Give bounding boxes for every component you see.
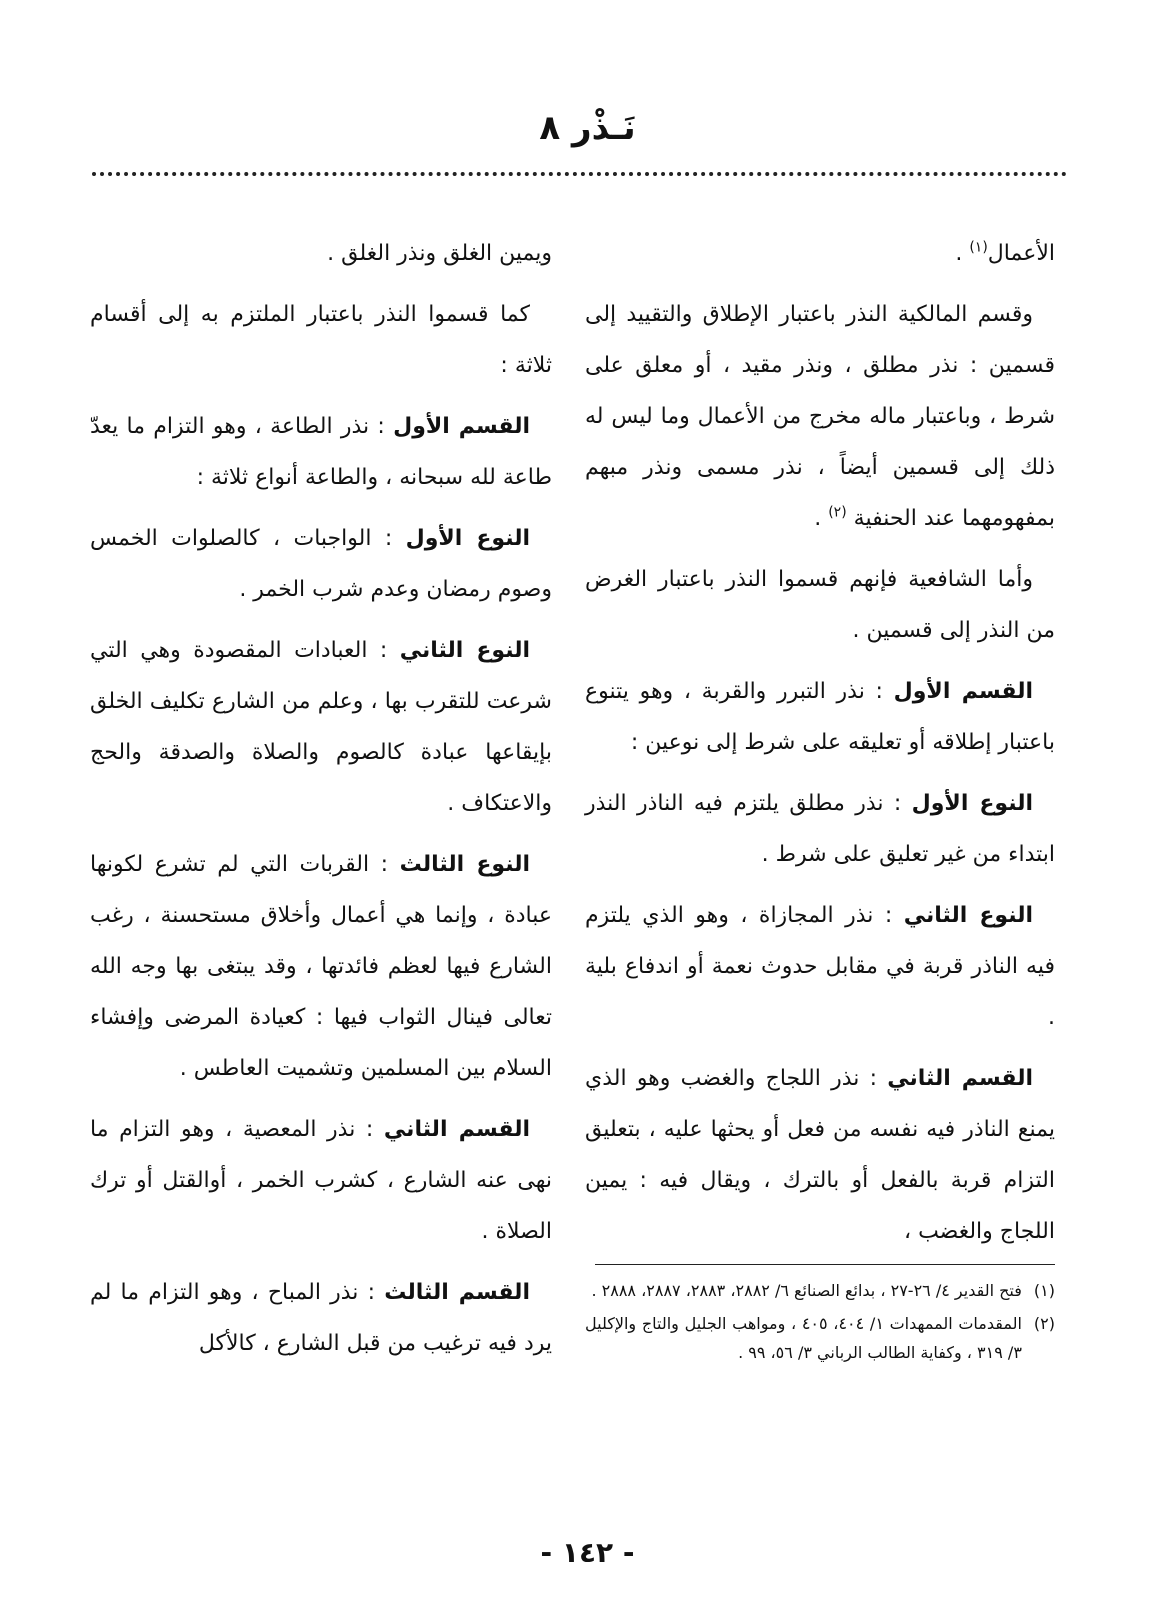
- paragraph: القسم الأول : نذر التبرر والقربة ، وهو يتنوع باعتبار إطلاقه أو تعليقه على شرط إلى نوعين :: [585, 679, 1055, 755]
- paragraph: وأما الشافعية فإنهم قسموا النذر باعتبار الغرض من النذر إلى قسمين .: [585, 567, 1055, 643]
- footnotes: [585, 1276, 1055, 1371]
- footnote-text: المقدمات الممهدات ١/ ٤٠٤، ٤٠٥ ، ومواهب الجليل والتاج والإكليل ٣/ ٣١٩ ، وكفاية الطالب الرباني ٣/ ٥٦، ٩٩ .: [585, 1314, 1022, 1362]
- paragraph: القسم الأول : نذر الطاعة ، وهو التزام ما يعدّ طاعة لله سبحانه ، والطاعة أنواع ثلاثة :: [90, 414, 552, 490]
- paragraph: القسم الثالث : نذر المباح ، وهو التزام ما لم يرد فيه ترغيب من قبل الشارع ، كالأكل: [90, 1280, 552, 1356]
- paragraph: وقسم المالكية النذر باعتبار الإطلاق والتقييد إلى قسمين : نذر مطلق ، ونذر مقيد ، أو معلق على شرط ، وباعتبار ماله مخرج من الأعمال وما ليس له ذلك إلى قسمين أيضاً ، نذر مسمى ونذر مبهم بمفهومهما عند الحنفية $^{(٢)}$ .: [585, 302, 1055, 531]
- paragraph: كما قسموا النذر باعتبار الملتزم به إلى أقسام ثلاثة :: [90, 302, 552, 378]
- paragraph: النوع الثالث : القربات التي لم تشرع لكونها عبادة ، وإنما هي أعمال وأخلاق مستحسنة ، رغب الشارع فيها لعظم فائدتها ، وقد يبتغى بها وجه الله تعالى فينال الثواب فيها : كعيادة المرضى وإفشاء السلام بين المسلمين وتشميت العاطس .: [90, 852, 552, 1081]
- right-column: [585, 228, 1055, 1267]
- section-heading: القسم الثاني: [887, 1066, 1034, 1091]
- page-header-title: نَـذْر ٨: [539, 108, 636, 148]
- footnote-divider: [595, 1264, 1055, 1265]
- footnote-number: (٢): [1033, 1314, 1055, 1333]
- paragraph: القسم الثاني : نذر المعصية ، وهو التزام ما نهى عنه الشارع ، كشرب الخمر ، أوالقتل أو ترك الصلاة .: [90, 1117, 552, 1244]
- section-heading: القسم الثاني: [383, 1117, 531, 1142]
- footnote-number: (١): [1033, 1281, 1055, 1300]
- paragraph: ويمين الغلق ونذر الغلق .: [327, 241, 552, 266]
- section-heading: النوع الثالث: [399, 852, 531, 877]
- section-heading: النوع الثاني: [903, 903, 1033, 928]
- footnote: [585, 1309, 1055, 1367]
- section-heading: النوع الأول: [911, 791, 1033, 816]
- section-heading: القسم الثالث: [384, 1280, 530, 1305]
- footnote: [585, 1276, 1055, 1305]
- section-heading: النوع الثاني: [399, 638, 530, 663]
- page-number: - ١٤٢ -: [540, 1536, 635, 1569]
- paragraph: القسم الثاني : نذر اللجاج والغضب وهو الذي يمنع الناذر فيه نفسه من فعل أو يحثها عليه ، بتعليق التزام قربة بالفعل أو بالترك ، ويقال فيه : يمين اللجاج والغضب ،: [585, 1066, 1055, 1244]
- left-column: [90, 228, 552, 1379]
- section-heading: القسم الأول: [893, 679, 1033, 704]
- paragraph: النوع الأول : الواجبات ، كالصلوات الخمس وصوم رمضان وعدم شرب الخمر .: [90, 526, 552, 602]
- section-heading: النوع الأول: [405, 526, 531, 551]
- paragraph: الأعمال$^{(١)}$ .: [955, 239, 1055, 266]
- section-heading: القسم الأول: [393, 414, 531, 439]
- footnote-text: فتح القدير ٤/ ٢٦-٢٧ ، بدائع الصنائع ٦/ ٢٨٨٢، ٢٨٨٣، ٢٨٨٧، ٢٨٨٨ .: [591, 1281, 1022, 1300]
- paragraph: النوع الأول : نذر مطلق يلتزم فيه الناذر النذر ابتداء من غير تعليق على شرط .: [585, 791, 1055, 867]
- paragraph: النوع الثاني : العبادات المقصودة وهي التي شرعت للتقرب بها ، وعلم من الشارع تكليف الخلق بإيقاعها عبادة كالصوم والصلاة والصدقة والحج والاعتكاف .: [90, 638, 552, 816]
- header-dotted-divider: [92, 172, 1067, 176]
- paragraph: النوع الثاني : نذر المجازاة ، وهو الذي يلتزم فيه الناذر قربة في مقابل حدوث نعمة أو اندفاع بلية .: [585, 903, 1055, 1030]
